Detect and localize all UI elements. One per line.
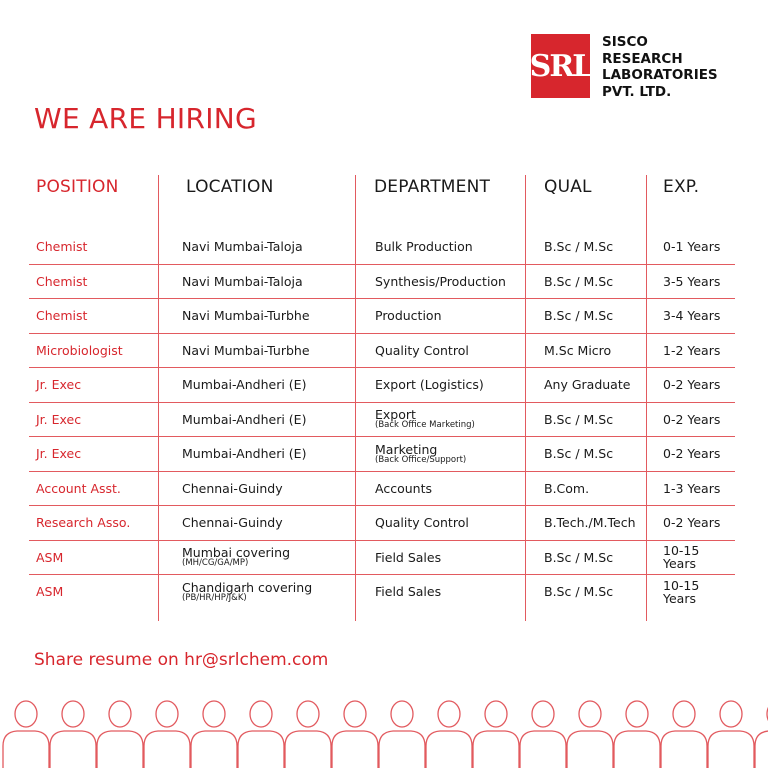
cell-location: Chennai-Guindy bbox=[182, 515, 283, 531]
cell-location: Navi Mumbai-Taloja bbox=[182, 273, 303, 289]
cell-position: Jr. Exec bbox=[36, 377, 82, 393]
person-head-icon bbox=[626, 701, 648, 727]
person-head-icon bbox=[203, 701, 225, 727]
cell-location-sub: (MH/CG/GA/MP) bbox=[182, 558, 249, 569]
table-row bbox=[29, 333, 735, 368]
cell-exp: 10-15 Years bbox=[663, 543, 700, 572]
cell-qual: B.Sc / M.Sc bbox=[544, 238, 614, 254]
cell-department-sub: (Back Office Marketing) bbox=[375, 420, 475, 431]
person-body-icon bbox=[144, 731, 190, 768]
table-row bbox=[29, 574, 735, 609]
cell-location: Navi Mumbai-Turbhe bbox=[182, 342, 310, 358]
page-title: WE ARE HIRING bbox=[34, 102, 258, 135]
table-header bbox=[29, 175, 735, 229]
person-body-icon bbox=[520, 731, 566, 768]
cell-qual: Any Graduate bbox=[544, 377, 631, 393]
cell-exp: 0-2 Years bbox=[663, 515, 721, 531]
cell-qual: B.Sc / M.Sc bbox=[544, 549, 614, 565]
cell-position: Jr. Exec bbox=[36, 446, 82, 462]
cell-position: ASM bbox=[36, 584, 64, 600]
person-head-icon bbox=[485, 701, 507, 727]
person-head-icon bbox=[15, 701, 37, 727]
cell-department: Quality Control bbox=[375, 515, 469, 531]
cell-department: Bulk Production bbox=[375, 238, 473, 254]
table-row bbox=[29, 505, 735, 540]
person-head-icon bbox=[109, 701, 131, 727]
header-position: POSITION bbox=[36, 177, 119, 197]
person-body-icon bbox=[426, 731, 472, 768]
header-location: LOCATION bbox=[186, 177, 274, 197]
person-body-icon bbox=[191, 731, 237, 768]
company-name: SISCO RESEARCH LABORATORIES PVT. LTD. bbox=[602, 34, 718, 100]
table-row bbox=[29, 402, 735, 437]
table-row bbox=[29, 298, 735, 333]
person-body-icon bbox=[50, 731, 96, 768]
cell-location: Chandigarh covering (PB/HR/HP/J&K) bbox=[182, 579, 313, 603]
header-exp: EXP. bbox=[663, 177, 700, 197]
table-row bbox=[29, 367, 735, 402]
person-body-icon bbox=[3, 731, 49, 768]
cell-location: Navi Mumbai-Turbhe bbox=[182, 308, 310, 324]
table-row bbox=[29, 229, 735, 264]
person-body-icon bbox=[567, 731, 613, 768]
cell-location-sub: (PB/HR/HP/J&K) bbox=[182, 592, 247, 603]
person-body-icon bbox=[238, 731, 284, 768]
person-body-icon bbox=[97, 731, 143, 768]
person-head-icon bbox=[297, 701, 319, 727]
cell-qual: B.Sc / M.Sc bbox=[544, 446, 614, 462]
person-body-icon bbox=[473, 731, 519, 768]
person-head-icon bbox=[62, 701, 84, 727]
person-head-icon bbox=[673, 701, 695, 727]
cell-qual: M.Sc Micro bbox=[544, 342, 612, 358]
cell-exp: 3-5 Years bbox=[663, 273, 721, 289]
person-body-icon bbox=[285, 731, 331, 768]
table-row bbox=[29, 436, 735, 471]
person-head-icon bbox=[156, 701, 178, 727]
person-head-icon bbox=[250, 701, 272, 727]
cell-department: Synthesis/Production bbox=[375, 273, 506, 289]
cell-exp: 3-4 Years bbox=[663, 308, 721, 324]
cell-location: Navi Mumbai-Taloja bbox=[182, 238, 303, 254]
cell-exp: 0-1 Years bbox=[663, 238, 721, 254]
cell-exp: 1-3 Years bbox=[663, 480, 721, 496]
header-department: DEPARTMENT bbox=[374, 177, 491, 197]
person-head-icon bbox=[579, 701, 601, 727]
person-body-icon bbox=[661, 731, 707, 768]
cell-department: Export (Logistics) bbox=[375, 377, 484, 393]
srl-logo-mark: SRL bbox=[531, 34, 590, 98]
table-row bbox=[29, 471, 735, 506]
cell-position: Chemist bbox=[36, 238, 88, 254]
cell-exp: 0-2 Years bbox=[663, 377, 721, 393]
person-head-icon bbox=[344, 701, 366, 727]
cell-qual: B.Tech./M.Tech bbox=[544, 515, 636, 531]
cell-department: Quality Control bbox=[375, 342, 469, 358]
cell-location: Mumbai-Andheri (E) bbox=[182, 377, 307, 393]
company-logo bbox=[531, 34, 718, 100]
cell-department: Marketing (Back Office/Support) bbox=[375, 441, 467, 465]
person-body-icon bbox=[708, 731, 754, 768]
cell-department: Accounts bbox=[375, 480, 432, 496]
person-head-icon bbox=[720, 701, 742, 727]
cell-location: Mumbai covering (MH/CG/GA/MP) bbox=[182, 545, 291, 569]
cell-department-sub: (Back Office/Support) bbox=[375, 454, 467, 465]
cell-qual: B.Sc / M.Sc bbox=[544, 411, 614, 427]
jobs-table bbox=[29, 175, 735, 609]
cell-position: Chemist bbox=[36, 308, 88, 324]
person-head-icon bbox=[532, 701, 554, 727]
cell-qual: B.Sc / M.Sc bbox=[544, 273, 614, 289]
table-body bbox=[29, 229, 735, 609]
person-body-icon bbox=[614, 731, 660, 768]
person-body-icon bbox=[755, 731, 768, 768]
cell-department: Export (Back Office Marketing) bbox=[375, 407, 475, 431]
table-row bbox=[29, 264, 735, 299]
cell-qual: B.Com. bbox=[544, 480, 590, 496]
cell-location: Mumbai-Andheri (E) bbox=[182, 411, 307, 427]
cell-department: Field Sales bbox=[375, 584, 442, 600]
person-body-icon bbox=[332, 731, 378, 768]
cell-location: Mumbai-Andheri (E) bbox=[182, 446, 307, 462]
cell-position: ASM bbox=[36, 549, 64, 565]
cell-qual: B.Sc / M.Sc bbox=[544, 584, 614, 600]
person-head-icon bbox=[438, 701, 460, 727]
cell-exp: 0-2 Years bbox=[663, 446, 721, 462]
cell-position: Jr. Exec bbox=[36, 411, 82, 427]
people-illustration bbox=[0, 700, 768, 768]
cell-position: Research Asso. bbox=[36, 515, 131, 531]
cell-exp: 1-2 Years bbox=[663, 342, 721, 358]
cell-exp: 0-2 Years bbox=[663, 411, 721, 427]
cell-qual: B.Sc / M.Sc bbox=[544, 308, 614, 324]
table-row bbox=[29, 540, 735, 575]
cell-position: Microbiologist bbox=[36, 342, 123, 358]
person-body-icon bbox=[379, 731, 425, 768]
header-qual: QUAL bbox=[544, 177, 592, 197]
cell-position: Chemist bbox=[36, 273, 88, 289]
person-head-icon bbox=[391, 701, 413, 727]
cell-position: Account Asst. bbox=[36, 480, 121, 496]
cell-department: Field Sales bbox=[375, 549, 442, 565]
share-resume-text: Share resume on hr@srlchem.com bbox=[34, 650, 329, 670]
cell-department: Production bbox=[375, 308, 442, 324]
cell-exp: 10-15 Years bbox=[663, 577, 700, 606]
cell-location: Chennai-Guindy bbox=[182, 480, 283, 496]
